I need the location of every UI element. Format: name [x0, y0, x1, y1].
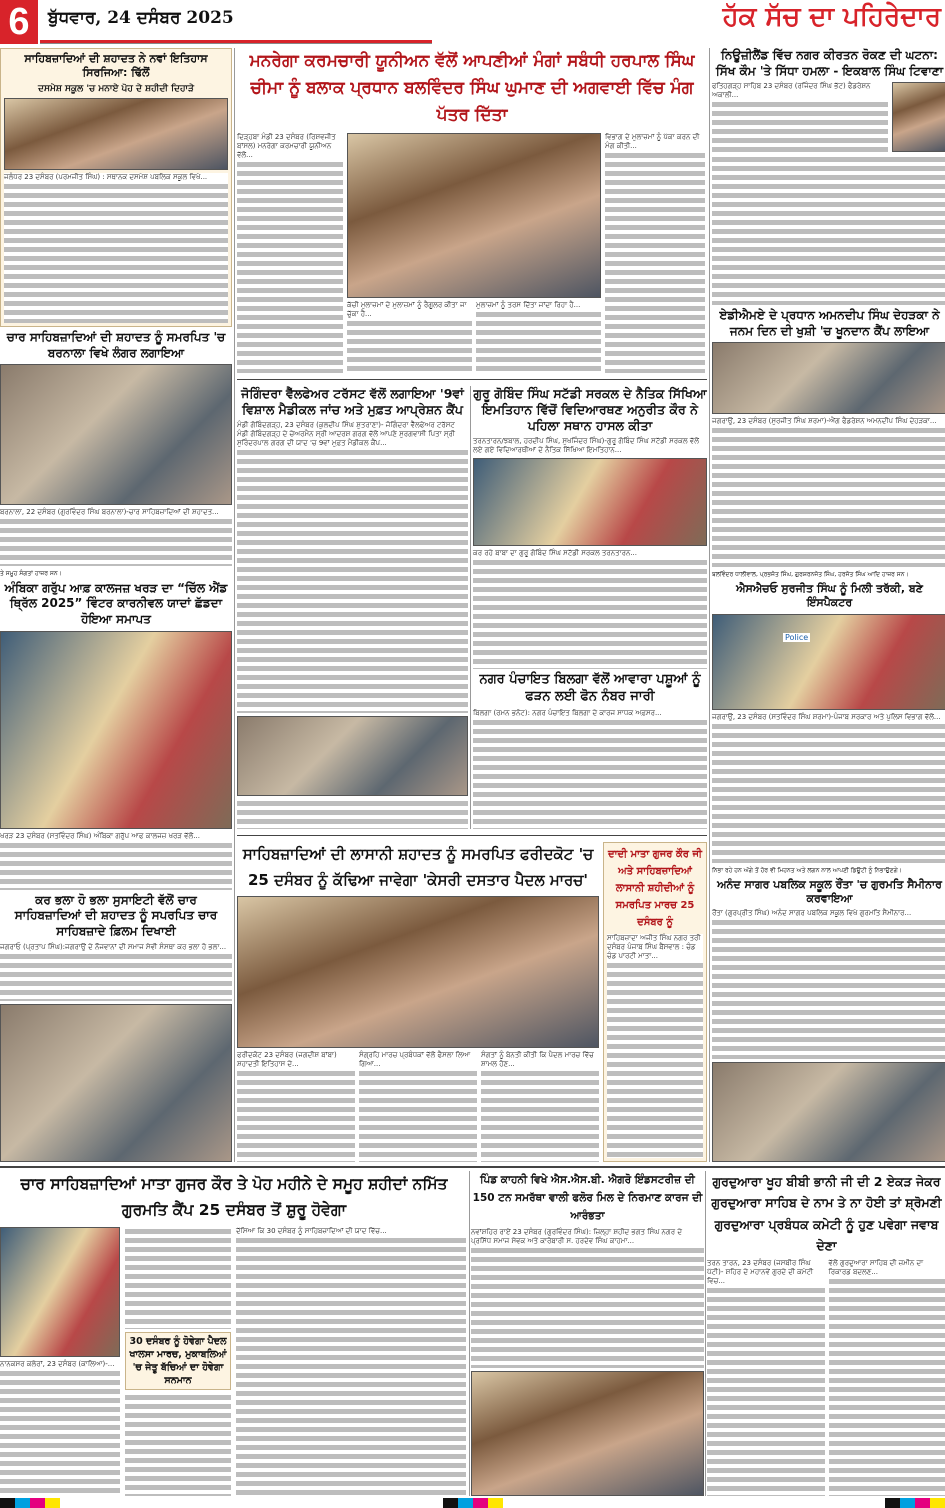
article-body: ਫਰੀਦਕੋਟ 23 ਦਸੰਬਰ (ਜਗਦੀਸ਼ ਬਾਂਬਾ) ਸ਼ਹਾਦਤੀ ਇਤਿਹਾਸ ਦੇ... — [237, 1051, 355, 1163]
article-body: ਕਰ ਰਹੇ ਬਾਬਾ ਦਾ ਗੁਰੂ ਗੋਬਿੰਦ ਸਿੰਘ ਸਟੱਡੀ ਸਰਕਲ ਤਰਨਤਾਰਨ... — [473, 549, 707, 669]
photo — [712, 342, 945, 414]
masthead-logo: ਹੱਕ ਸੱਚ ਦਾ ਪਹਿਰੇਦਾਰ — [723, 2, 941, 33]
article-body — [712, 155, 945, 305]
article-body — [125, 1393, 231, 1496]
photo — [237, 716, 468, 796]
box-body: ਸਾਹਿਬਜ਼ਾਦਾ ਅਜੀਤ ਸਿੰਘ ਨਗਰ ਤਰੀ ਦਸੰਬਰ ਪੰਜਾਬ ਸਿੰਘ ਬੈਂਸਵਾਲ : ਚੰਡ ਚੰਡ ਪਾਰਟੀ ਮਾਤਾ... — [607, 934, 703, 1158]
middle-story-3 — [237, 842, 707, 1162]
headline-study-circle: ਗੁਰੂ ਗੋਬਿੰਦ ਸਿੰਘ ਸਟੱਡੀ ਸਰਕਲ ਦੇ ਨੈਤਿਕ ਸਿੱਖਿਆ ਇਮਤਿਹਾਨ ਵਿੱਚੋਂ ਵਿਦਿਆਰਥਣ ਅਨੁਰੀਤ ਕੌਰ ਨੇ ਪਹਿਲਾ ਸਥਾਨ ਹਾਸਲ ਕੀਤਾ — [473, 386, 707, 435]
column-divider — [709, 48, 710, 1162]
article-body: ਸੰਗਤਾਂ ਨੂੰ ਬੇਨਤੀ ਕੀਤੀ ਕਿ ਪੈਦਲ ਮਾਰਚ ਵਿੱਚ ਸ਼ਾਮਲ ਹੋਣ... — [481, 1051, 599, 1163]
portrait-photo — [892, 82, 945, 152]
photo — [0, 364, 232, 504]
article-body: ਨਵਾਂਸ਼ਹਿਰ ਰਾਏਂ 23 ਦਸੰਬਰ (ਗੁਰਵਿੰਦਰ ਸਿੰਘ): ਜ਼ਿਲ੍ਹਾ ਸ਼ਹੀਦ ਭਗਤ ਸਿੰਘ ਨਗਰ ਦੇ ਪ੍ਰਸਿੱਧ ਸਮਾਜ ਸੇਵਕ ਅਤੇ ਕਾਰੋਬਾਰੀ ਸ. ਹਰਦੇਵ ਸਿੰਘ ਕਾਹਮਾ... — [471, 1228, 704, 1368]
article-body: ਫਤਿਹਗੜ੍ਹ ਸਾਹਿਬ 23 ਦਸੰਬਰ (ਰਜਿੰਦਰ ਸਿੰਘ ਭੱਟ) ਫੈਡਰੇਸ਼ਨ ਅਕਾਲੀ... — [712, 82, 888, 152]
left-headline-2: ਚਾਰ ਸਾਹਿਬਜ਼ਾਦਿਆਂ ਦੀ ਸ਼ਹਾਦਤ ਨੂੰ ਸਮਰਪਿਤ 'ਚ ਬਰਨਾਲਾ ਵਿਖੇ ਲੰਗਰ ਲਗਾਇਆ — [0, 330, 232, 361]
article-body: ਸੰਗ੍ਰਹਿ ਮਾਰਚ ਪ੍ਰਬੰਧਕਾਂ ਵੱਲੋਂ ਫੈਸਲਾ ਲਿਆ ਗਿਆ... — [359, 1051, 477, 1163]
bottom-headline-gurdwara: ਗੁਰਦੁਆਰਾ ਖੂਹ ਬੀਬੀ ਭਾਨੀ ਜੀ ਦੀ 2 ਏਕੜ ਜੇਕਰ ਗੁਰਦੁਆਰਾ ਸਾਹਿਬ ਦੇ ਨਾਮ ਤੇ ਨਾ ਹੋਈ ਤਾਂ ਸ਼੍ਰੋਮਣੀ ਗੁਰਦੁਆਰਾ ਪ੍ਰਬੰਧਕ ਕਮੇਟੀ ਨੂੰ ਹੁਣ ਪਵੇਗਾ ਜਵਾਬ ਦੇਣਾ — [707, 1171, 945, 1256]
middle-secondary-stories — [237, 386, 707, 829]
article-body: ਖਰੜ 23 ਦਸੰਬਰ (ਸਤਵਿੰਦਰ ਸਿੰਘ) ਅੰਬਿਕਾ ਗਰੁੱਪ ਆਫ ਕਾਲਜਜ਼ ਖਰੜ ਵੱਲੋਂ... — [0, 832, 232, 890]
photo — [471, 1371, 704, 1496]
article-body: ਜਗਰਾਉਂ, 23 ਦਸੰਬਰ (ਸੁਰਜੀਤ ਸਿੰਘ ਸ਼ਰਮਾ)-ਐਂਗ ਫੈਡਰੇਸ਼ਨ ਅਮਨਦੀਪ ਸਿੰਘ ਦੇਹੜਕਾ... — [712, 417, 945, 567]
issue-date: ਬੁੱਧਵਾਰ, 24 ਦਸੰਬਰ 2025 — [48, 8, 234, 28]
article-body: ਵਿਭਾਗ ਦੇ ਮੁਲਾਜ਼ਮਾਂ ਨੂੰ ਪੱਕਾ ਕਰਨ ਦੀ ਮੰਗ ਕੀਤੀ... — [605, 133, 705, 373]
article-body: ਰੌਂਤਾ (ਗੁਰਪ੍ਰੀਤ ਸਿੰਘ) ਅਨੰਦ ਸਾਗਰ ਪਬਲਿਕ ਸਕੂਲ ਵਿਖੇ ਗੁਰਮਤਿ ਸੈਮੀਨਾਰ... — [712, 909, 945, 1059]
article-body: ਬਰਨਾਲਾ, 22 ਦਸੰਬਰ (ਗੁਰਵਿੰਦਰ ਸਿੰਘ ਬਰਨਾਲਾ)-ਚਾਰ ਸਾਹਿਬਜ਼ਾਦਿਆਂ ਦੀ ਸ਼ਹਾਦਤ... — [0, 508, 232, 566]
sidebar-box-khalsa-march — [125, 1332, 231, 1390]
column-divider — [470, 386, 471, 829]
divider — [237, 379, 707, 380]
article-body-end: ਤੇ ਸਮੂਹ ਸੰਗਤਾਂ ਹਾਜ਼ਰ ਸਨ। — [0, 569, 232, 578]
left-column — [0, 48, 232, 1162]
photo — [712, 1062, 945, 1162]
column-divider — [234, 48, 235, 1162]
article-body — [125, 1227, 231, 1330]
article-body: ਨਾਨਕਸਰ ਕਲੇਰਾਂ, 23 ਦਸੰਬਰ (ਕਾਲਿਆ)-... — [0, 1360, 120, 1496]
middle-column — [237, 48, 707, 1162]
page-number: 6 — [0, 0, 38, 44]
article-body: ਵੱਲੋਂ ਗੁਰਦੁਆਰਾ ਸਾਹਿਬ ਦੀ ਜ਼ਮੀਨ ਦਾ ਰਿਕਾਰਡ ਬਦਲਣ... — [829, 1259, 945, 1496]
page-header — [0, 0, 945, 48]
article-body: ਕੱਚੀ ਮੁਲਾਜ਼ਮਾਂ ਦੇ ਮੁਲਾਜ਼ਮਾਂ ਨੂੰ ਰੈਗੂਲਰ ਕੀਤਾ ਜਾ ਚੁੱਕਾ ਹੈ... — [347, 301, 472, 373]
article-body: ਜਗਰਾਉਂ, 23 ਦਸੰਬਰ (ਸਤਵਿੰਦਰ ਸਿੰਘ ਸ਼ਰਮਾ)-ਪੰਜਾਬ ਸਰਕਾਰ ਅਤੇ ਪੁਲਿਸ ਵਿਭਾਗ ਵੱਲੋਂ... — [712, 713, 945, 863]
lead-story-body — [237, 133, 707, 373]
photo — [712, 614, 945, 710]
column-divider — [469, 1171, 470, 1496]
right-column — [712, 48, 945, 1162]
article-body: ਤਰਨਤਾਰਨ/ਝਬਾਲ, ਹਰਦੀਪ ਸਿੰਘ, ਸੁਖਜਿੰਦਰ ਸਿੰਘ)-ਗੁਰੂ ਗੋਬਿੰਦ ਸਿੰਘ ਸਟੱਡੀ ਸਰਕਲ ਵੱਲੋਂ ਲਏ ਗਏ ਵਿਦਿਆਰਥੀਆਂ ਦੇ ਨੈਤਿਕ ਸਿੱਖਿਆ ਇਮਤਿਹਾਨ... — [473, 437, 707, 455]
lead-photo — [347, 133, 601, 298]
article-body: ਮੰਡੀ ਗੋਬਿੰਦਗੜ੍ਹ, 23 ਦਸੰਬਰ (ਕੁਲਦੀਪ ਸਿੰਘ ਸ਼ੁਤਰਾਣਾ)- ਜੋਗਿੰਦਰਾ ਵੈੱਲਫੇਅਰ ਟਰੱਸਟ ਮੰਡੀ ਗੋਬਿੰਦਗੜ੍ਹ ਦੇ ਚੇਅਰਮੈਨ ਸ੍ਰੀ ਆਦਰਸ਼ ਗਰਗ ਵੱਲੋਂ ਆਪਣੇ ਸੁਰਗਵਾਸੀ ਪਿਤਾ ਸ੍ਰੀ ਸੁਰਿੰਦਰਪਾਲ ਗਰਗ ਦੀ ਯਾਦ 'ਚ 9ਵਾਂ ਮੁਫ਼ਤ ਮੈਡੀਕਲ ਕੈਂਪ... — [237, 421, 468, 713]
bottom-story-gurmat-camp — [0, 1171, 468, 1496]
bottom-headline-flour-mill: ਪਿੰਡ ਕਾਹਨੀ ਵਿਖੇ ਐਸ.ਐਸ.ਬੀ. ਐਗਰੋ ਇੰਡਸਟਰੀਜ਼ ਦੀ 150 ਟਨ ਸਮਰੱਥਾ ਵਾਲੀ ਫਲੋਰ ਮਿਲ ਦੇ ਨਿਰਮਾਣ ਕਾਰਜ ਦੀ ਆਰੰਭਤਾ — [471, 1171, 704, 1225]
right-headline-4: ਅਨੰਦ ਸਾਗਰ ਪਬਲਿਕ ਸਕੂਲ ਰੌਂਤਾ 'ਚ ਗੁਰਮਤਿ ਸੈਮੀਨਾਰ ਕਰਵਾਇਆ — [712, 878, 945, 907]
sidebar-box-march — [603, 842, 707, 1162]
photo — [237, 896, 599, 1048]
header-rule — [40, 40, 432, 44]
article-body: ਬਿਲਗਾ (ਰਮਨ ਭਨੋਟ): ਨਗਰ ਪੰਚਾਇਤ ਬਿਲਗਾ ਦੇ ਕਾਰਜ ਸਾਧਕ ਅਫ਼ਸਰ... — [473, 709, 707, 829]
article-body: ਤਰਨ ਤਾਰਨ, 23 ਦਸੰਬਰ (ਜਸਬੀਰ ਸਿੰਘ ਪੱਟੀ)- ਸ਼ਹਿਰ ਦੇ ਮਹਾਨਵੇਂ ਗੁਰਦੇ ਦੀ ਕਮੇਟੀ ਵਿਚ... — [707, 1259, 825, 1496]
article-body: ਦਿੜ੍ਹਬਾ ਮੰਡੀ 23 ਦਸੰਬਰ (ਰਿਸ਼ਵਜੀਤ ਬਾਂਸਲ) ਮਨਰੇਗਾ ਕਰਮਚਾਰੀ ਯੂਨੀਅਨ ਵੱਲੋਂ... — [237, 133, 343, 373]
subheadline: ਦਸਮੇਸ਼ ਸਕੂਲ 'ਚ ਮਨਾਏ ਪੋਹ ਦੇ ਸ਼ਹੀਦੀ ਦਿਹਾੜੇ — [4, 84, 228, 96]
photo — [0, 631, 232, 829]
left-headline-3: ਅੰਬਿਕਾ ਗਰੁੱਪ ਆਫ਼ ਕਾਲਜਜ਼ ਖਰੜ ਦਾ “ਚਿੱਲ ਐਂਡ ਥ੍ਰਿੱਲ 2025” ਵਿੰਟਰ ਕਾਰਨੀਵਲ ਯਾਦਾਂ ਛੱਡਦਾ ਹੋਇਆ ਸਮਾਪਤ — [0, 581, 232, 628]
headline: ਸਾਹਿਬਜ਼ਾਦਿਆਂ ਦੀ ਸ਼ਹਾਦਤ ਨੇ ਨਵਾਂ ਇਤਿਹਾਸ ਸਿਰਜਿਆ: ਢਿੱਲੋਂ — [4, 52, 228, 81]
photo — [0, 1004, 232, 1162]
left-story-1 — [0, 48, 232, 327]
photo-sahibzade-illustration — [0, 1227, 120, 1357]
main-area — [0, 48, 945, 1162]
right-headline-1: ਨਿਊਜ਼ੀਲੈਂਡ ਵਿੱਚ ਨਗਰ ਕੀਰਤਨ ਰੋਕਣ ਦੀ ਘਟਨਾ: ਸਿੱਖ ਕੌਮ 'ਤੇ ਸਿੱਧਾ ਹਮਲਾ - ਇਕਬਾਲ ਸਿੰਘ ਟਿਵਾਣਾ — [712, 48, 945, 79]
divider — [237, 835, 707, 836]
article-body: ਮੁਲਾਜ਼ਮਾਂ ਨੂੰ ਤਰਸ ਦਿੱਤਾ ਜਾਂਦਾ ਰਿਹਾ ਹੈ... — [476, 301, 601, 373]
photo — [473, 458, 707, 546]
article-body-end: ਨਿਭਾ ਰਹੇ ਹਨ ਅੱਗੇ ਤੋਂ ਹੋਰ ਵੀ ਮਿਹਨਤ ਅਤੇ ਲਗਨ ਨਾਲ ਆਪਣੀ ਡਿਊਟੀ ਨੂੰ ਨਿਭਾਉਣਗੇ। — [712, 866, 945, 875]
photo-sign: Police — [783, 633, 810, 642]
box-headline: 30 ਦਸੰਬਰ ਨੂੰ ਹੋਵੇਗਾ ਪੈਦਲ ਖਾਲਸਾ ਮਾਰਚ, ਮੁਕਾਬਲਿਆਂ 'ਚ ਜੇਤੂ ਬੱਚਿਆਂ ਦਾ ਹੋਵੇਗਾ ਸਨਮਾਨ — [128, 1335, 228, 1387]
column-divider — [705, 1171, 706, 1496]
article-body: ਜਗਰਾਓ (ਪ੍ਰਤਾਪ ਸਿੰਘ):ਜਗਰਾਉਂ ਦੇ ਨੌਜਵਾਨਾਂ ਦੀ ਸਮਾਜ ਸੇਵੀ ਸੰਸਥਾ ਕਰ ਭਲਾ ਹੋ ਭਲਾ... — [0, 943, 232, 1001]
bottom-story-gurdwara — [707, 1171, 945, 1496]
article-body — [237, 799, 468, 829]
bottom-headline-gurmat-camp: ਚਾਰ ਸਾਹਿਬਜ਼ਾਦਿਆਂ ਮਾਤਾ ਗੁਜਰ ਕੌਰ ਤੇ ਪੋਹ ਮਹੀਨੇ ਦੇ ਸਮੂਹ ਸ਼ਹੀਦਾਂ ਨਮਿੱਤ ਗੁਰਮਤਿ ਕੈਂਪ 25 ਦਸੰਬਰ ਤੋਂ ਸ਼ੁਰੂ ਹੋਵੇਗਾ — [0, 1171, 468, 1224]
headline-medical-camp: ਜੋਗਿੰਦਰਾ ਵੈੱਲਫੇਅਰ ਟਰੱਸਟ ਵੱਲੋਂ ਲਗਾਇਆ '9ਵਾਂ ਵਿਸ਼ਾਲ ਮੈਡੀਕਲ ਜਾਂਚ ਅਤੇ ਮੁਫ਼ਤ ਆਪ੍ਰੇਸ਼ਨ ਕੈਂਪ — [237, 386, 468, 419]
article-body-end: ਬਲਵਿੰਦਰ ਧਾਲੀਵਾਲ, ਪ੍ਰਭਜੋਤ ਸਿੰਘ, ਗੁਰਸ਼ਰਨਜੋਤ ਸਿੰਘ, ਹਰਜੋਤ ਸਿੰਘ ਆਦਿ ਹਾਜ਼ਰ ਸਨ। — [712, 570, 945, 579]
headline-kesri-march: ਸਾਹਿਬਜ਼ਾਦਿਆਂ ਦੀ ਲਾਸਾਨੀ ਸ਼ਹਾਦਤ ਨੂੰ ਸਮਰਪਿਤ ਫਰੀਦਕੋਟ 'ਚ 25 ਦਸੰਬਰ ਨੂੰ ਕੱਢਿਆ ਜਾਵੇਗਾ 'ਕੇਸਰੀ ਦਸਤਾਰ ਪੈਦਲ ਮਾਰਚ' — [237, 842, 599, 893]
photo — [4, 98, 228, 170]
article-body: ਜਲੰਧਰ 23 ਦਸੰਬਰ (ਪਰਮਜੀਤ ਸਿੰਘ) : ਸਥਾਨਕ ਦਸਮੇਸ਼ ਪਬਲਿਕ ਸਕੂਲ ਵਿਖੇ... — [4, 173, 228, 323]
box-headline: ਦਾਦੀ ਮਾਤਾ ਗੁਜਰ ਕੌਰ ਜੀ ਅਤੇ ਸਾਹਿਬਜ਼ਾਦਿਆਂ ਲਾਸਾਨੀ ਸ਼ਹੀਦੀਆਂ ਨੂੰ ਸਮਰਪਿਤ ਮਾਰਚ 25 ਦਸੰਬਰ ਨੂੰ — [607, 846, 703, 931]
right-headline-3: ਐਸਐਚਓ ਸੁਰਜੀਤ ਸਿੰਘ ਨੂੰ ਮਿਲੀ ਤਰੱਕੀ, ਬਣੇ ਇੰਸਪੈਕਟਰ — [712, 582, 945, 611]
bottom-story-flour-mill — [471, 1171, 704, 1496]
left-headline-4: ਕਰ ਭਲਾ ਹੋ ਭਲਾ ਸੁਸਾਇਟੀ ਵੱਲੋਂ ਚਾਰ ਸਾਹਿਬਜ਼ਾਦਿਆਂ ਦੀ ਸ਼ਹਾਦਤ ਨੂੰ ਸਪਰਪਿਤ ਚਾਰ ਸਾਹਿਬਜ਼ਾਦੇ ਫ਼ਿਲਮ ਦਿਖਾਈ — [0, 893, 232, 940]
article-body: ਦੱਸਿਆ ਕਿ 30 ਦਸੰਬਰ ਨੂੰ ਸਾਹਿਬਜ਼ਾਦਿਆਂ ਦੀ ਯਾਦ ਵਿੱਚ... — [236, 1227, 466, 1496]
bottom-section — [0, 1166, 945, 1496]
right-headline-2: ਏਡੀਐਮਏ ਦੇ ਪ੍ਰਧਾਨ ਅਮਨਦੀਪ ਸਿੰਘ ਦੇਹੜਕਾ ਨੇ ਜਨਮ ਦਿਨ ਦੀ ਖੁਸ਼ੀ 'ਚ ਖੂਨਦਾਨ ਕੈਂਪ ਲਾਇਆ — [712, 308, 945, 339]
lead-headline: ਮਨਰੇਗਾ ਕਰਮਚਾਰੀ ਯੂਨੀਅਨ ਵੱਲੋਂ ਆਪਣੀਆਂ ਮੰਗਾਂ ਸਬੰਧੀ ਹਰਪਾਲ ਸਿੰਘ ਚੀਮਾ ਨੂੰ ਬਲਾਕ ਪ੍ਰਧਾਨ ਬਲਵਿੰਦਰ ਸਿੰਘ ਘੁਮਾਣ ਦੀ ਅਗਵਾਈ ਵਿੱਚ ਮੰਗ ਪੱਤਰ ਦਿੱਤਾ — [237, 48, 707, 130]
headline-stray-cattle: ਨਗਰ ਪੰਚਾਇਤ ਬਿਲਗਾ ਵੱਲੋਂ ਆਵਾਰਾ ਪਸ਼ੂਆਂ ਨੂੰ ਫੜਨ ਲਈ ਫੋਨ ਨੰਬਰ ਜਾਰੀ — [473, 672, 707, 706]
